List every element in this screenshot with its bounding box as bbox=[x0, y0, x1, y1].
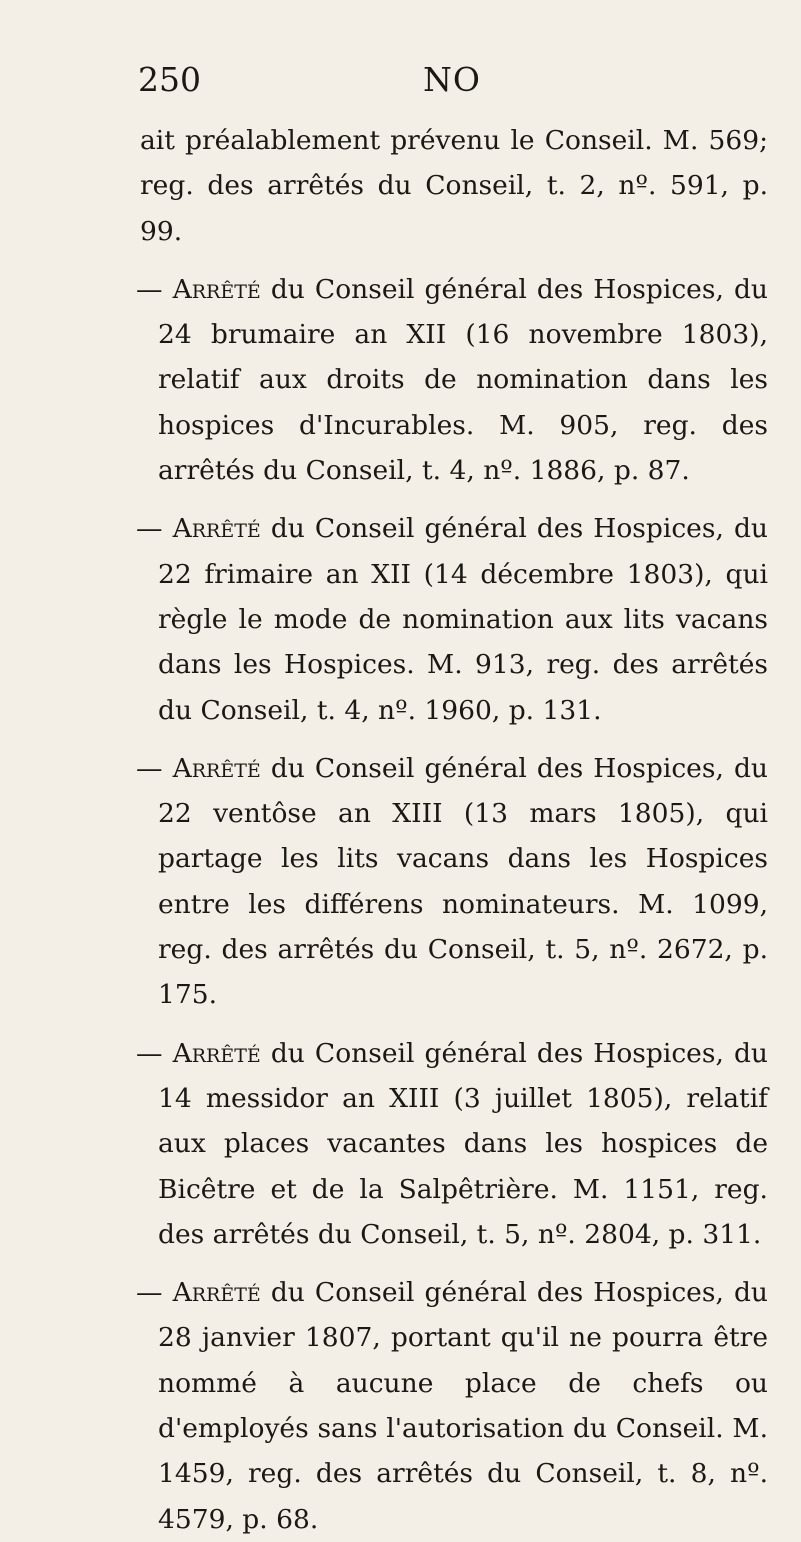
entry-text: du Conseil général des Hospices, du 22 ventôse an XIII (13 mars 1805), qui partage les lits vacans dans les Hospices entre les différens nominateurs. M. 1099, reg. des arrêtés du Conseil, t. 5, nº. 2672, p. 175. bbox=[158, 752, 768, 1011]
body-text bbox=[136, 118, 768, 1542]
entry-paragraph bbox=[136, 1031, 768, 1257]
paragraph-continuation bbox=[140, 118, 768, 254]
entry-text: du Conseil général des Hospices, du 14 messidor an XIII (3 juillet 1805), relatif aux places vacantes dans les hospices de Bicêtre et de la Salpêtrière. M. 1151, reg. des arrêtés du Conseil, t. 5, nº. 2804, p. 311. bbox=[158, 1037, 768, 1250]
entry-dash: — bbox=[136, 1277, 173, 1309]
entry-text: du Conseil général des Hospices, du 28 janvier 1807, portant qu'il ne pourra être nommé à aucune place de chefs ou d'employés sans l'autorisation du Conseil. M. 1459, reg. des arrêtés du Conseil, t. 8, nº. 4579, p. 68. bbox=[158, 1277, 768, 1535]
page-number: 250 bbox=[138, 60, 201, 99]
paragraph-text: ait préalablement prévenu le Conseil. M. 569; reg. des arrêtés du Conseil, t. 2, nº. 591, p. 99. bbox=[140, 125, 768, 247]
entry-heading: Arrêté bbox=[172, 273, 261, 305]
entry-dash: — bbox=[136, 273, 173, 305]
entry-heading: Arrêté bbox=[172, 1277, 261, 1309]
entry-heading: Arrêté bbox=[172, 1037, 261, 1069]
running-head-word: NO bbox=[423, 60, 481, 99]
entry-dash: — bbox=[136, 1037, 173, 1069]
entry-paragraph bbox=[136, 267, 768, 493]
entry-paragraph bbox=[136, 506, 768, 732]
entry-heading: Arrêté bbox=[172, 513, 261, 545]
entry-heading: Arrêté bbox=[172, 752, 261, 784]
entry-text: du Conseil général des Hospices, du 24 brumaire an XII (16 novembre 1803), relatif aux droits de nomination dans les hospices d'Incurables. M. 905, reg. des arrêtés du Conseil, t. 4, nº. 1886, p. 87. bbox=[158, 273, 768, 487]
entry-text: du Conseil général des Hospices, du 22 frimaire an XII (14 décembre 1803), qui règle le mode de nomination aux lits vacans dans les Hospices. M. 913, reg. des arrêtés du Conseil, t. 4, nº. 1960, p. 131. bbox=[158, 513, 768, 726]
entry-dash: — bbox=[136, 513, 173, 545]
entry-dash: — bbox=[136, 752, 173, 784]
running-head bbox=[128, 60, 768, 100]
entry-paragraph bbox=[136, 746, 768, 1018]
entry-paragraph bbox=[136, 1270, 768, 1542]
